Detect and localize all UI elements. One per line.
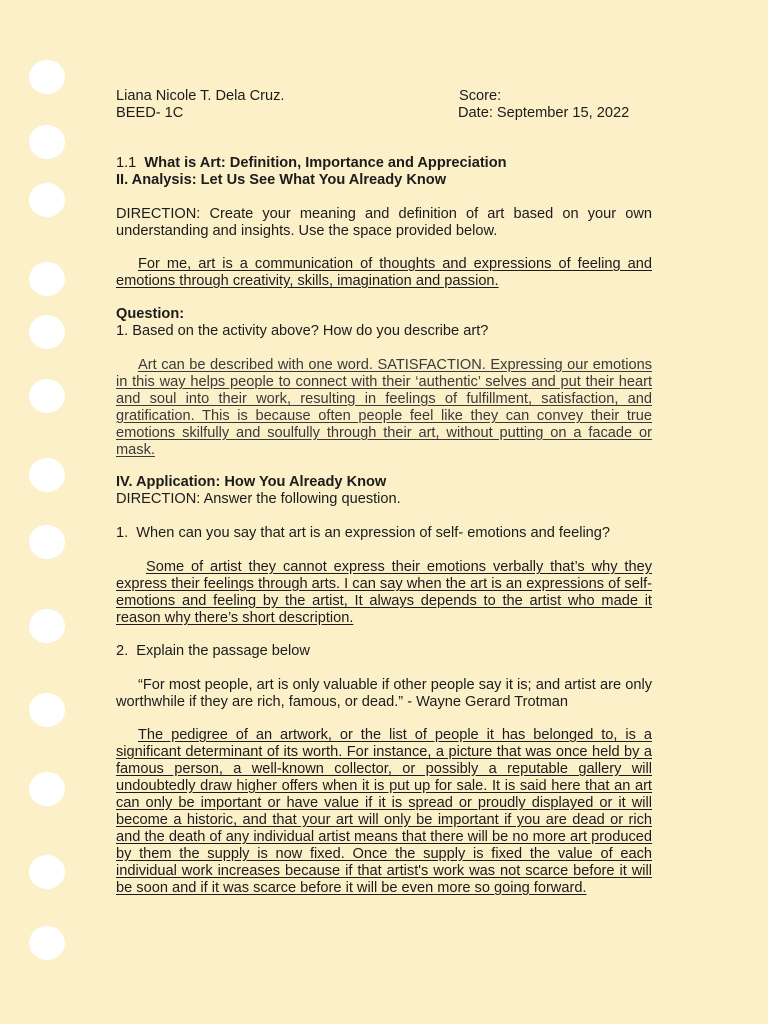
binder-hole [29,183,65,217]
date-label: Date: September 15, 2022 [458,105,630,121]
binder-hole [29,609,65,643]
binder-hole [29,60,65,94]
binder-hole [29,379,65,413]
direction-text: DIRECTION: Create your meaning and definition of art based on your own understanding and insights. Use the space provided below. [116,206,652,239]
binder-hole [29,315,65,349]
question-number: 1. [116,525,129,541]
application-question-2 [116,643,310,660]
lesson-title [116,155,507,172]
question-body: Explain the passage below [136,643,310,659]
lesson-topic: What is Art: Definition, Importance and Appreciation [144,155,507,171]
question-number: 2. [116,643,129,659]
section-analysis-heading: II. Analysis: Let Us See What You Already Know [116,172,447,188]
direction-answer-text: DIRECTION: Answer the following question. [116,491,401,507]
quote-passage: “For most people, art is only valuable if other people say it is; and artist are only worthwhile if they are rich, famous, or dead.” - Wayne Gerard Trotman [116,677,652,710]
lesson-number: 1.1 [116,155,137,171]
answer-describe-art: Art can be described with one word. SATISFACTION. Expressing our emotions in this way helps people to connect with their ‘authentic’ selves and put their heart and soul into their work, resulting in feelings of fulfillment, satisfaction, and gratification. This is because often people feel like they can convey their true emotions skilfully and soulfully through their art, without putting on a facade or mask. [116,357,652,458]
answer-self-expression: Some of artist they cannot express their emotions verbally that’s why they express their feelings through arts. I can say when the art is an expressions of self- emotions and feeling by the artist, It always depends to the artist who made it reason why there’s short description. [116,559,652,626]
question-heading: Question: [116,306,185,322]
answer-passage-explanation: The pedigree of an artwork, or the list of people it has belonged to, is a significant determinant of its worth. For instance, a picture that was once held by a famous person, a well-known collector, or possibly a reputable gallery will undoubtedly draw higher offers when it is put up for sale. It is said here that an art can only be important or have value if it is spread or proudly displayed or it will become a historic, and that your art will only be important if you are dead or rich and the death of any individual artist means that there will be no more art produced by them the supply is now fixed. Once the supply is fixed the value of each individual work increases because if that artist's work was not scarce before it will be soon and if it was scarce before it will be even more so going forward. [116,727,652,896]
binder-hole [29,525,65,559]
student-name: Liana Nicole T. Dela Cruz. [116,88,285,104]
binder-hole [29,926,65,960]
course-section: BEED- 1C [116,105,184,121]
binder-hole [29,855,65,889]
answer-definition: For me, art is a communication of thoughts and expressions of feeling and emotions through creativity, skills, imagination and passion. [116,256,652,289]
section-application-heading: IV. Application: How You Already Know [116,474,387,490]
binder-hole [29,693,65,727]
question-text: 1. Based on the activity above? How do you describe art? [116,323,489,339]
score-label: Score: [459,88,502,104]
binder-hole [29,125,65,159]
binder-hole [29,772,65,806]
binder-hole [29,262,65,296]
question-body: When can you say that art is an expression of self- emotions and feeling? [136,525,611,541]
binder-hole [29,458,65,492]
application-question-1 [116,525,610,542]
